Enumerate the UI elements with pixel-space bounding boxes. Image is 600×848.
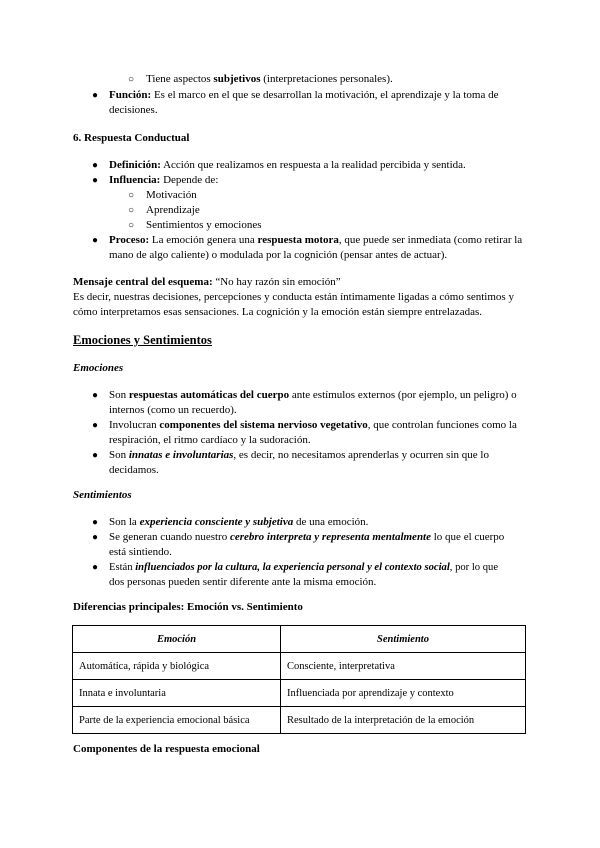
sentimientos-item: Son la experiencia consciente y subjetiva de una emoción. — [109, 516, 369, 528]
definicion-item: Definición: Acción que realizamos en respuesta a la realidad percibida y sentida. — [109, 159, 466, 171]
subheading-componentes: Componentes de la respuesta emocional — [73, 743, 260, 755]
influencia-sub-item: Aprendizaje — [146, 204, 200, 216]
funcion-item-cont: decisiones. — [109, 104, 158, 116]
proceso-item-cont: mano de algo caliente) o modulada por la cognición (pensar antes de actuar). — [109, 249, 448, 261]
section-heading-respuesta-conductual: 6. Respuesta Conductual — [73, 132, 190, 144]
mensaje-text-line: Es decir, nuestras decisiones, percepciones y conducta están íntimamente ligadas a cómo sentimos y — [73, 291, 514, 303]
section-title-emociones-sentimientos: Emociones y Sentimientos — [73, 333, 212, 347]
table-cell: Influenciada por aprendizaje y contexto — [281, 680, 526, 707]
sub-bullet-marker: ○ — [128, 220, 135, 231]
comparison-table — [72, 625, 526, 734]
table-cell: Parte de la experiencia emocional básica — [73, 707, 281, 734]
subheading-emociones: Emociones — [73, 362, 124, 374]
bullet-marker: ● — [92, 235, 99, 246]
table-cell: Innata e involuntaria — [73, 680, 281, 707]
table-header-cell: Sentimiento — [281, 626, 526, 653]
bullet-marker: ● — [92, 175, 99, 186]
mensaje-text-line: cómo interpretamos esas sensaciones. La cognición y la emoción están siempre entrelazadas. — [73, 306, 482, 318]
sentimientos-item: Se generan cuando nuestro cerebro interpreta y representa mentalmente lo que el cuerpo — [109, 531, 505, 543]
table-row — [73, 653, 526, 680]
bullet-marker: ● — [92, 450, 99, 461]
subheading-diferencias: Diferencias principales: Emoción vs. Sentimiento — [73, 601, 303, 613]
emociones-item-cont: respiración, el ritmo cardíaco y la sudoración. — [109, 434, 311, 446]
influencia-sub-item: Motivación — [146, 189, 197, 201]
table-cell: Resultado de la interpretación de la emoción — [281, 707, 526, 734]
bullet-marker: ● — [92, 562, 99, 573]
table-row — [73, 680, 526, 707]
emociones-item-cont: internos (como un recuerdo). — [109, 404, 237, 416]
sub-bullet-marker: ○ — [128, 205, 135, 216]
proceso-item: Proceso: La emoción genera una respuesta motora, que puede ser inmediata (como retirar la — [109, 234, 523, 246]
subheading-sentimientos: Sentimientos — [73, 489, 132, 501]
sub-bullet-marker: ○ — [128, 190, 135, 201]
bullet-marker: ● — [92, 90, 99, 101]
table-row — [73, 707, 526, 734]
emociones-item: Involucran componentes del sistema nervioso vegetativo, que controlan funciones como la — [109, 419, 517, 431]
emociones-item: Son respuestas automáticas del cuerpo ante estímulos externos (por ejemplo, un peligro) o — [109, 389, 517, 401]
sentimientos-item: Están influenciados por la cultura, la experiencia personal y el contexto social, por lo que — [109, 562, 499, 573]
table-cell: Automática, rápida y biológica — [73, 653, 281, 680]
influencia-sub-item: Sentimientos y emociones — [146, 219, 262, 231]
table-header-row — [73, 626, 526, 653]
sub-item-subjetivos: Tiene aspectos subjetivos (interpretaciones personales). — [146, 73, 393, 85]
sentimientos-item-cont: dos personas pueden sentir diferente ante la misma emoción. — [109, 576, 377, 588]
table-header-cell: Emoción — [73, 626, 281, 653]
bullet-marker: ● — [92, 532, 99, 543]
bullet-marker: ● — [92, 160, 99, 171]
sub-bullet-marker: ○ — [128, 74, 135, 85]
influencia-item: Influencia: Depende de: — [109, 174, 219, 186]
sentimientos-item-cont: está sintiendo. — [109, 546, 172, 558]
mensaje-central: Mensaje central del esquema: “No hay razón sin emoción” — [73, 276, 341, 288]
bullet-marker: ● — [92, 517, 99, 528]
table-cell: Consciente, interpretativa — [281, 653, 526, 680]
funcion-item: Función: Es el marco en el que se desarrollan la motivación, el aprendizaje y la toma de — [109, 89, 499, 101]
emociones-item: Son innatas e involuntarias, es decir, no necesitamos aprenderlas y ocurren sin que lo — [109, 449, 489, 461]
emociones-item-cont: decidamos. — [109, 464, 159, 476]
bullet-marker: ● — [92, 390, 99, 401]
bullet-marker: ● — [92, 420, 99, 431]
